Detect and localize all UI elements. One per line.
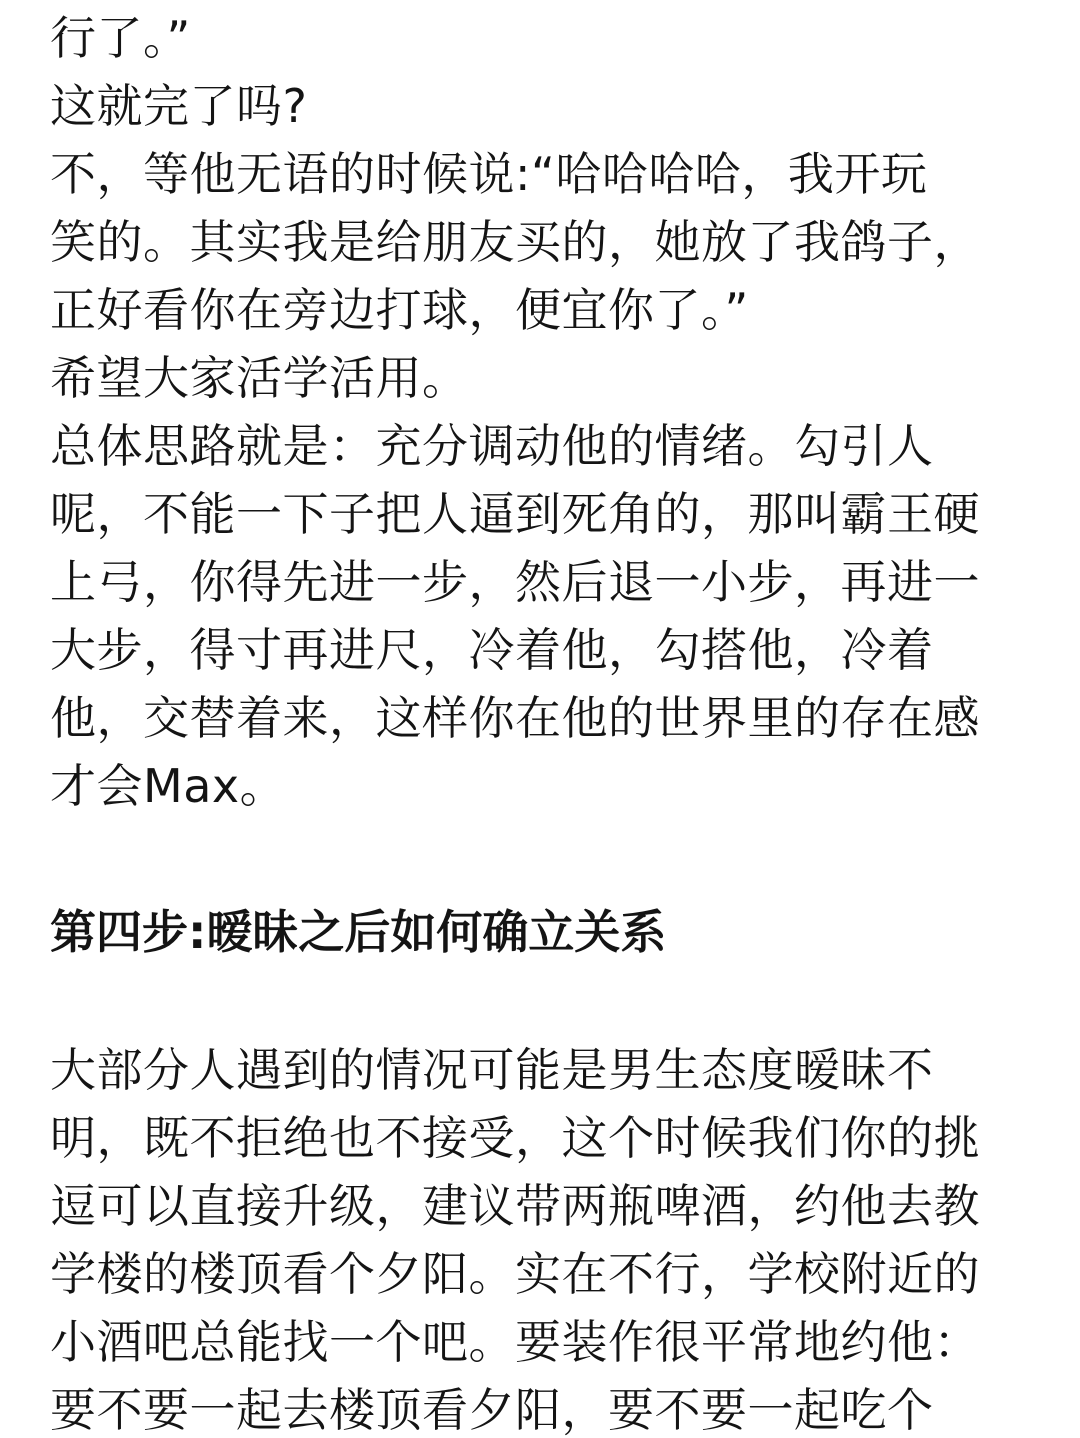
paragraph-bottom [50, 1036, 1040, 1438]
text-line: 逗可以直接升级，建议带两瓶啤酒，约他去教 [50, 1179, 980, 1233]
text-line: 学楼的楼顶看个夕阳。实在不行，学校附近的 [50, 1247, 980, 1301]
text-line: 呢，不能一下子把人逼到死角的，那叫霸王硬 [50, 487, 980, 541]
text-line: 上弓，你得先进一步，然后退一小步，再进一 [50, 555, 980, 609]
text-line: 正好看你在旁边打球，便宜你了。” [50, 283, 749, 337]
text-line: 小酒吧总能找一个吧。要装作很平常地约他： [50, 1315, 980, 1369]
section-heading: 第四步:暧昧之后如何确立关系 [50, 905, 667, 959]
text-line: 他，交替着来，这样你在他的世界里的存在感 [50, 691, 980, 745]
text-line: 希望大家活学活用。 [50, 351, 469, 405]
text-line: 才会Max。 [50, 759, 287, 813]
text-line: 总体思路就是：充分调动他的情绪。勾引人 [50, 419, 934, 473]
paragraph-top [50, 4, 1040, 820]
text-line: 行了。” [50, 11, 191, 65]
text-line: 明，既不拒绝也不接受，这个时候我们你的挑 [50, 1111, 980, 1165]
text-line: 大步，得寸再进尺，冷着他，勾搭他，冷着 [50, 623, 934, 677]
text-line: 这就完了吗? [50, 79, 308, 133]
text-line: 不，等他无语的时候说:“哈哈哈哈，我开玩 [50, 147, 928, 201]
text-line: 大部分人遇到的情况可能是男生态度暧昧不 [50, 1043, 934, 1097]
text-line: 笑的。其实我是给朋友买的，她放了我鸽子， [50, 215, 980, 269]
text-line: 要不要一起去楼顶看夕阳，要不要一起吃个 [50, 1383, 934, 1437]
